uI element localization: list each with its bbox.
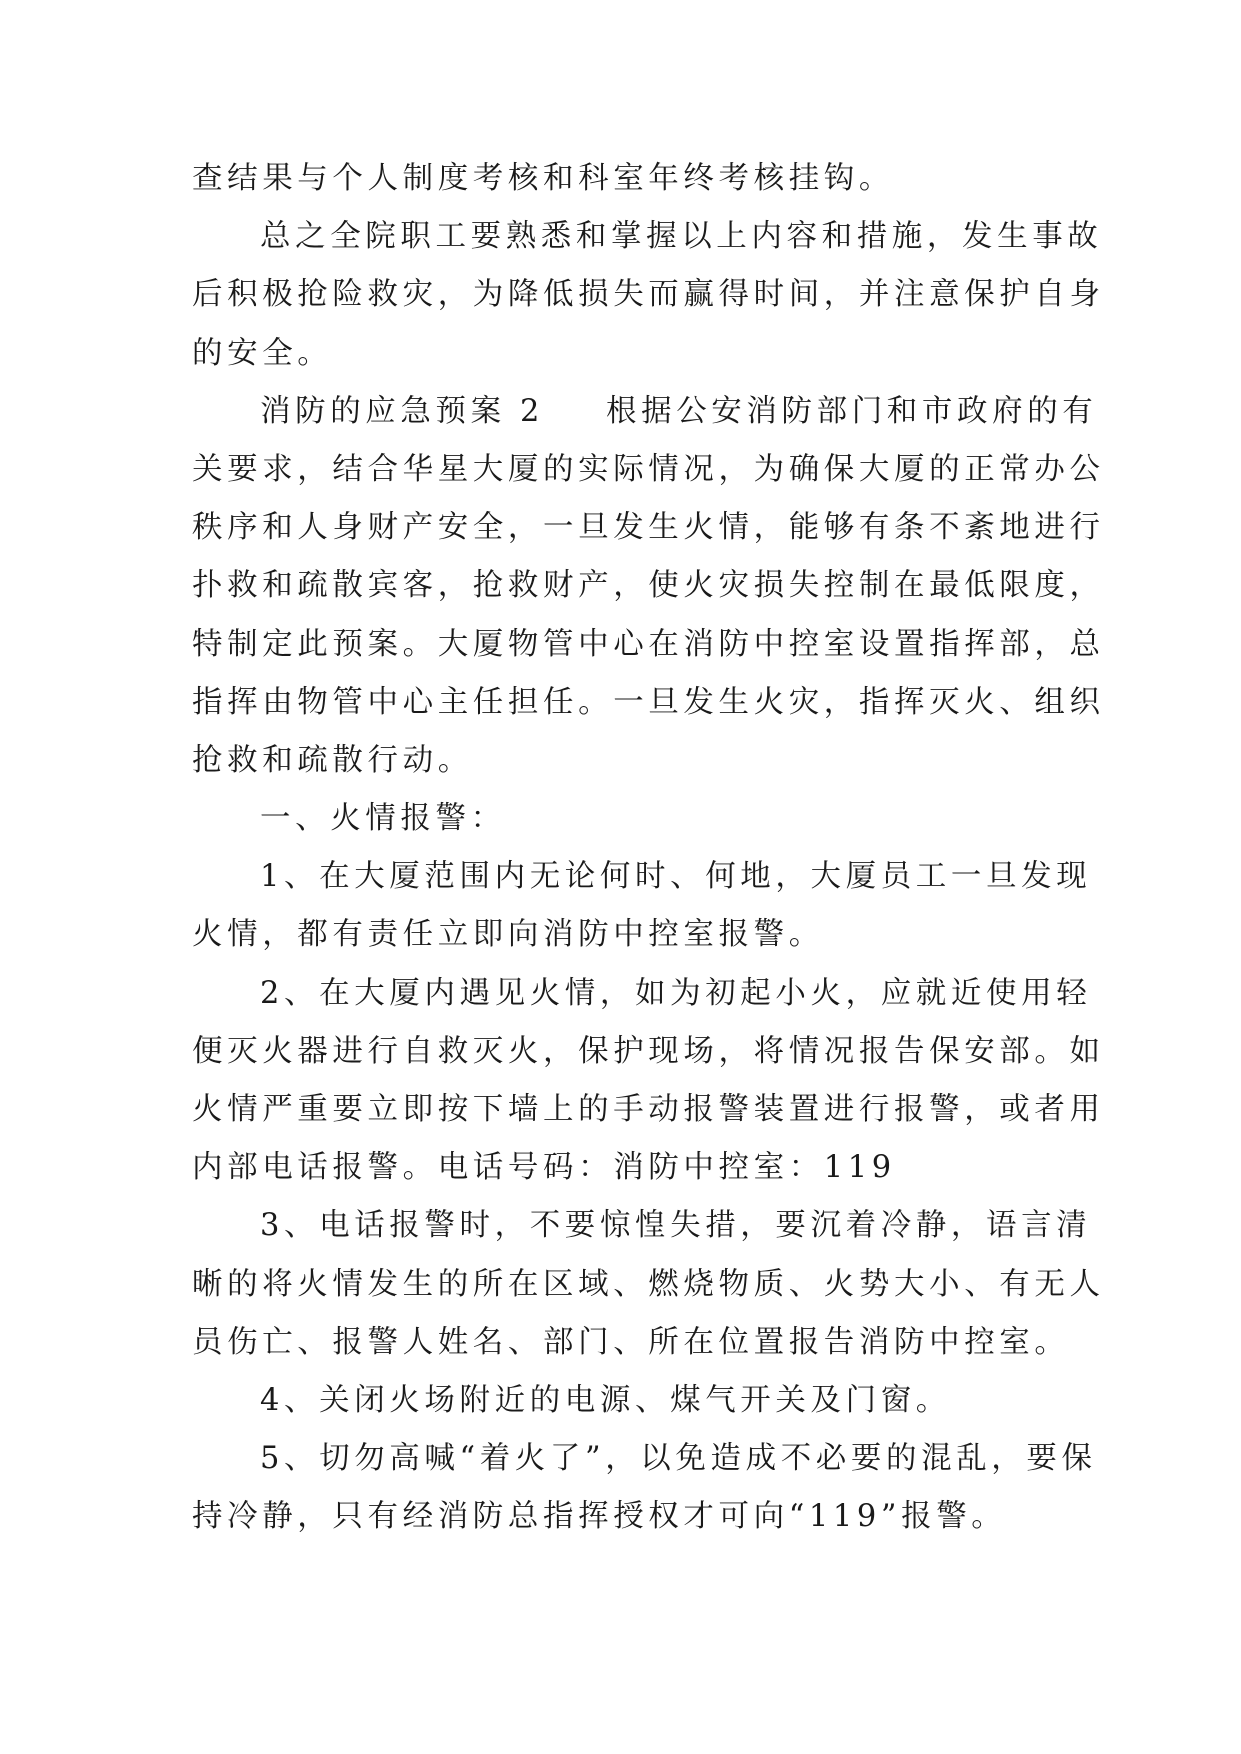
text-line: 3、电话报警时，不要惊惶失措，要沉着冷静，语言清 [260, 1208, 1092, 1244]
paragraph [192, 790, 1052, 848]
text-run: 根据公安消防部门和市政府的有 [606, 393, 1098, 429]
paragraph [192, 1372, 1052, 1430]
text-line: 一、火情报警： [260, 801, 506, 837]
text-line: 1、在大厦范围内无论何时、何地，大厦员工一旦发现 [260, 859, 1092, 895]
text-line: 抢救和疏散行动。 [192, 742, 473, 778]
paragraph [192, 150, 1052, 208]
paragraph [192, 848, 1092, 964]
document-body [192, 150, 1105, 1547]
text-line: 后积极抢险救灾，为降低损失而赢得时间，并注意保护自身 [192, 277, 1105, 313]
text-line: 秩序和人身财产安全，一旦发生火情，能够有条不紊地进行 [192, 510, 1105, 546]
paragraph [192, 1197, 1105, 1372]
text-line: 晰的将火情发生的所在区域、燃烧物质、火势大小、有无人 [192, 1266, 1105, 1302]
text-line: 特制定此预案。大厦物管中心在消防中控室设置指挥部，总 [192, 626, 1105, 662]
text-line: 关要求，结合华星大厦的实际情况，为确保大厦的正常办公 [192, 451, 1105, 487]
text-line: 火情严重要立即按下墙上的手动报警装置进行报警，或者用 [192, 1092, 1105, 1127]
paragraph [192, 965, 1105, 1198]
section-heading: 消防的应急预案 2 [260, 393, 544, 429]
paragraph [192, 383, 1105, 790]
text-line: 便灭火器进行自救灭火，保护现场，将情况报告保安部。如 [192, 1033, 1105, 1069]
paragraph [192, 208, 1105, 383]
text-line [192, 383, 1098, 441]
text-line: 火情，都有责任立即向消防中控室报警。 [192, 917, 824, 953]
text-line: 5、切勿高喊“着火了”，以免造成不必要的混乱，要保 [260, 1441, 1097, 1477]
paragraph [192, 1430, 1097, 1546]
text-line: 员伤亡、报警人姓名、部门、所在位置报告消防中控室。 [192, 1324, 1070, 1360]
text-line: 持冷静，只有经消防总指挥授权才可向“119”报警。 [192, 1499, 1007, 1535]
text-line: 内部电话报警。电话号码：消防中控室：119 [192, 1150, 896, 1186]
text-line: 查结果与个人制度考核和科室年终考核挂钩。 [192, 161, 894, 196]
text-line: 4、关闭火场附近的电源、煤气开关及门窗。 [260, 1382, 951, 1418]
text-line: 的安全。 [192, 335, 333, 371]
text-line: 2、在大厦内遇见火情，如为初起小火，应就近使用轻 [260, 975, 1092, 1011]
text-line: 扑救和疏散宾客，抢救财产，使火灾损失控制在最低限度， [192, 568, 1105, 604]
text-line: 总之全院职工要熟悉和掌握以上内容和措施，发生事故 [260, 219, 1103, 255]
text-line: 指挥由物管中心主任担任。一旦发生火灾，指挥灭火、组织 [192, 684, 1105, 720]
